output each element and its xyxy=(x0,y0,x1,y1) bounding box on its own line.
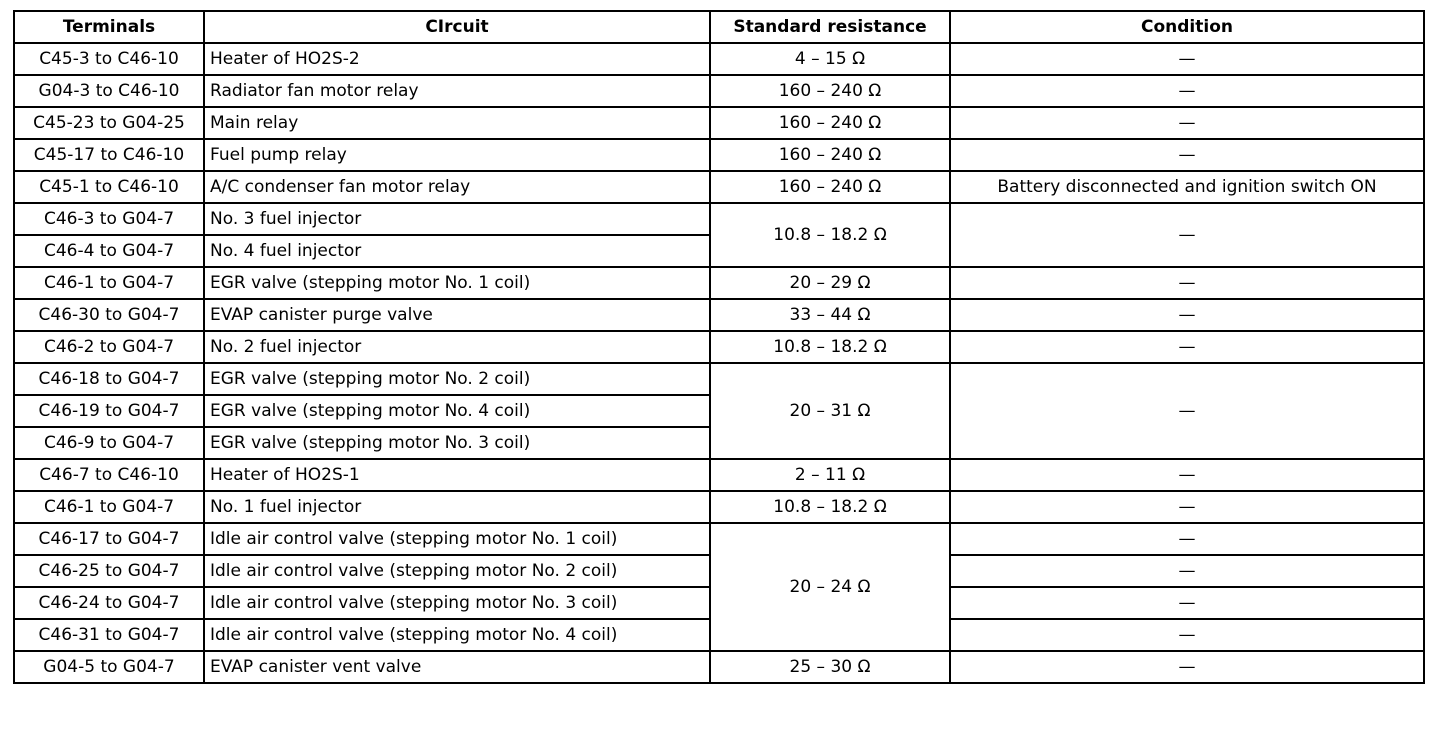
circuit-cell: Radiator fan motor relay xyxy=(204,75,710,107)
header-resistance: Standard resistance xyxy=(710,11,950,43)
resistance-cell: 160 – 240 Ω xyxy=(710,139,950,171)
circuit-cell: Idle air control valve (stepping motor No. 3 coil) xyxy=(204,587,710,619)
terminals-cell: C46-4 to G04-7 xyxy=(14,235,204,267)
circuit-cell: EVAP canister vent valve xyxy=(204,651,710,683)
condition-cell: — xyxy=(950,267,1424,299)
terminals-cell: C45-1 to C46-10 xyxy=(14,171,204,203)
resistance-cell: 33 – 44 Ω xyxy=(710,299,950,331)
terminals-cell: C46-1 to G04-7 xyxy=(14,267,204,299)
terminals-cell: C45-23 to G04-25 xyxy=(14,107,204,139)
condition-cell: Battery disconnected and ignition switch ON xyxy=(950,171,1424,203)
circuit-cell: EGR valve (stepping motor No. 4 coil) xyxy=(204,395,710,427)
condition-cell: — xyxy=(950,331,1424,363)
resistance-cell: 160 – 240 Ω xyxy=(710,107,950,139)
table-row xyxy=(14,171,1424,203)
header-row xyxy=(14,11,1424,43)
resistance-cell: 20 – 24 Ω xyxy=(710,523,950,651)
condition-cell: — xyxy=(950,491,1424,523)
condition-cell: — xyxy=(950,363,1424,459)
circuit-cell: No. 3 fuel injector xyxy=(204,203,710,235)
terminals-cell: C46-18 to G04-7 xyxy=(14,363,204,395)
table-row xyxy=(14,651,1424,683)
circuit-cell: EGR valve (stepping motor No. 1 coil) xyxy=(204,267,710,299)
circuit-cell: Fuel pump relay xyxy=(204,139,710,171)
resistance-spec-table xyxy=(13,10,1425,684)
condition-cell: — xyxy=(950,139,1424,171)
terminals-cell: C46-31 to G04-7 xyxy=(14,619,204,651)
resistance-cell: 4 – 15 Ω xyxy=(710,43,950,75)
table-row xyxy=(14,267,1424,299)
condition-cell: — xyxy=(950,107,1424,139)
terminals-cell: C46-9 to G04-7 xyxy=(14,427,204,459)
condition-cell: — xyxy=(950,651,1424,683)
table-row xyxy=(14,299,1424,331)
condition-cell: — xyxy=(950,459,1424,491)
table-row xyxy=(14,75,1424,107)
circuit-cell: EGR valve (stepping motor No. 3 coil) xyxy=(204,427,710,459)
circuit-cell: EVAP canister purge valve xyxy=(204,299,710,331)
circuit-cell: No. 2 fuel injector xyxy=(204,331,710,363)
resistance-cell: 20 – 31 Ω xyxy=(710,363,950,459)
table-row xyxy=(14,523,1424,555)
table-row xyxy=(14,107,1424,139)
table-row xyxy=(14,363,1424,395)
circuit-cell: Main relay xyxy=(204,107,710,139)
circuit-cell: Heater of HO2S-1 xyxy=(204,459,710,491)
resistance-cell: 10.8 – 18.2 Ω xyxy=(710,203,950,267)
circuit-cell: A/C condenser fan motor relay xyxy=(204,171,710,203)
terminals-cell: C46-1 to G04-7 xyxy=(14,491,204,523)
resistance-cell: 160 – 240 Ω xyxy=(710,171,950,203)
table-row xyxy=(14,43,1424,75)
resistance-cell: 10.8 – 18.2 Ω xyxy=(710,491,950,523)
table-row xyxy=(14,331,1424,363)
terminals-cell: C45-3 to C46-10 xyxy=(14,43,204,75)
condition-cell: — xyxy=(950,555,1424,587)
circuit-cell: Idle air control valve (stepping motor No. 4 coil) xyxy=(204,619,710,651)
terminals-cell: C46-30 to G04-7 xyxy=(14,299,204,331)
table-row xyxy=(14,459,1424,491)
circuit-cell: No. 4 fuel injector xyxy=(204,235,710,267)
table-row xyxy=(14,491,1424,523)
condition-cell: — xyxy=(950,203,1424,267)
resistance-cell: 160 – 240 Ω xyxy=(710,75,950,107)
header-circuit: CIrcuit xyxy=(204,11,710,43)
header-condition: Condition xyxy=(950,11,1424,43)
terminals-cell: C46-24 to G04-7 xyxy=(14,587,204,619)
table-row xyxy=(14,203,1424,235)
condition-cell: — xyxy=(950,619,1424,651)
terminals-cell: G04-3 to C46-10 xyxy=(14,75,204,107)
condition-cell: — xyxy=(950,299,1424,331)
table-row xyxy=(14,139,1424,171)
circuit-cell: Heater of HO2S-2 xyxy=(204,43,710,75)
condition-cell: — xyxy=(950,43,1424,75)
header-terminals: Terminals xyxy=(14,11,204,43)
circuit-cell: Idle air control valve (stepping motor No. 1 coil) xyxy=(204,523,710,555)
terminals-cell: C46-3 to G04-7 xyxy=(14,203,204,235)
resistance-cell: 20 – 29 Ω xyxy=(710,267,950,299)
condition-cell: — xyxy=(950,75,1424,107)
resistance-cell: 25 – 30 Ω xyxy=(710,651,950,683)
terminals-cell: C46-25 to G04-7 xyxy=(14,555,204,587)
circuit-cell: EGR valve (stepping motor No. 2 coil) xyxy=(204,363,710,395)
terminals-cell: C46-7 to C46-10 xyxy=(14,459,204,491)
condition-cell: — xyxy=(950,523,1424,555)
terminals-cell: C46-19 to G04-7 xyxy=(14,395,204,427)
circuit-cell: Idle air control valve (stepping motor No. 2 coil) xyxy=(204,555,710,587)
resistance-cell: 2 – 11 Ω xyxy=(710,459,950,491)
terminals-cell: C45-17 to C46-10 xyxy=(14,139,204,171)
circuit-cell: No. 1 fuel injector xyxy=(204,491,710,523)
terminals-cell: C46-2 to G04-7 xyxy=(14,331,204,363)
terminals-cell: G04-5 to G04-7 xyxy=(14,651,204,683)
terminals-cell: C46-17 to G04-7 xyxy=(14,523,204,555)
condition-cell: — xyxy=(950,587,1424,619)
resistance-cell: 10.8 – 18.2 Ω xyxy=(710,331,950,363)
